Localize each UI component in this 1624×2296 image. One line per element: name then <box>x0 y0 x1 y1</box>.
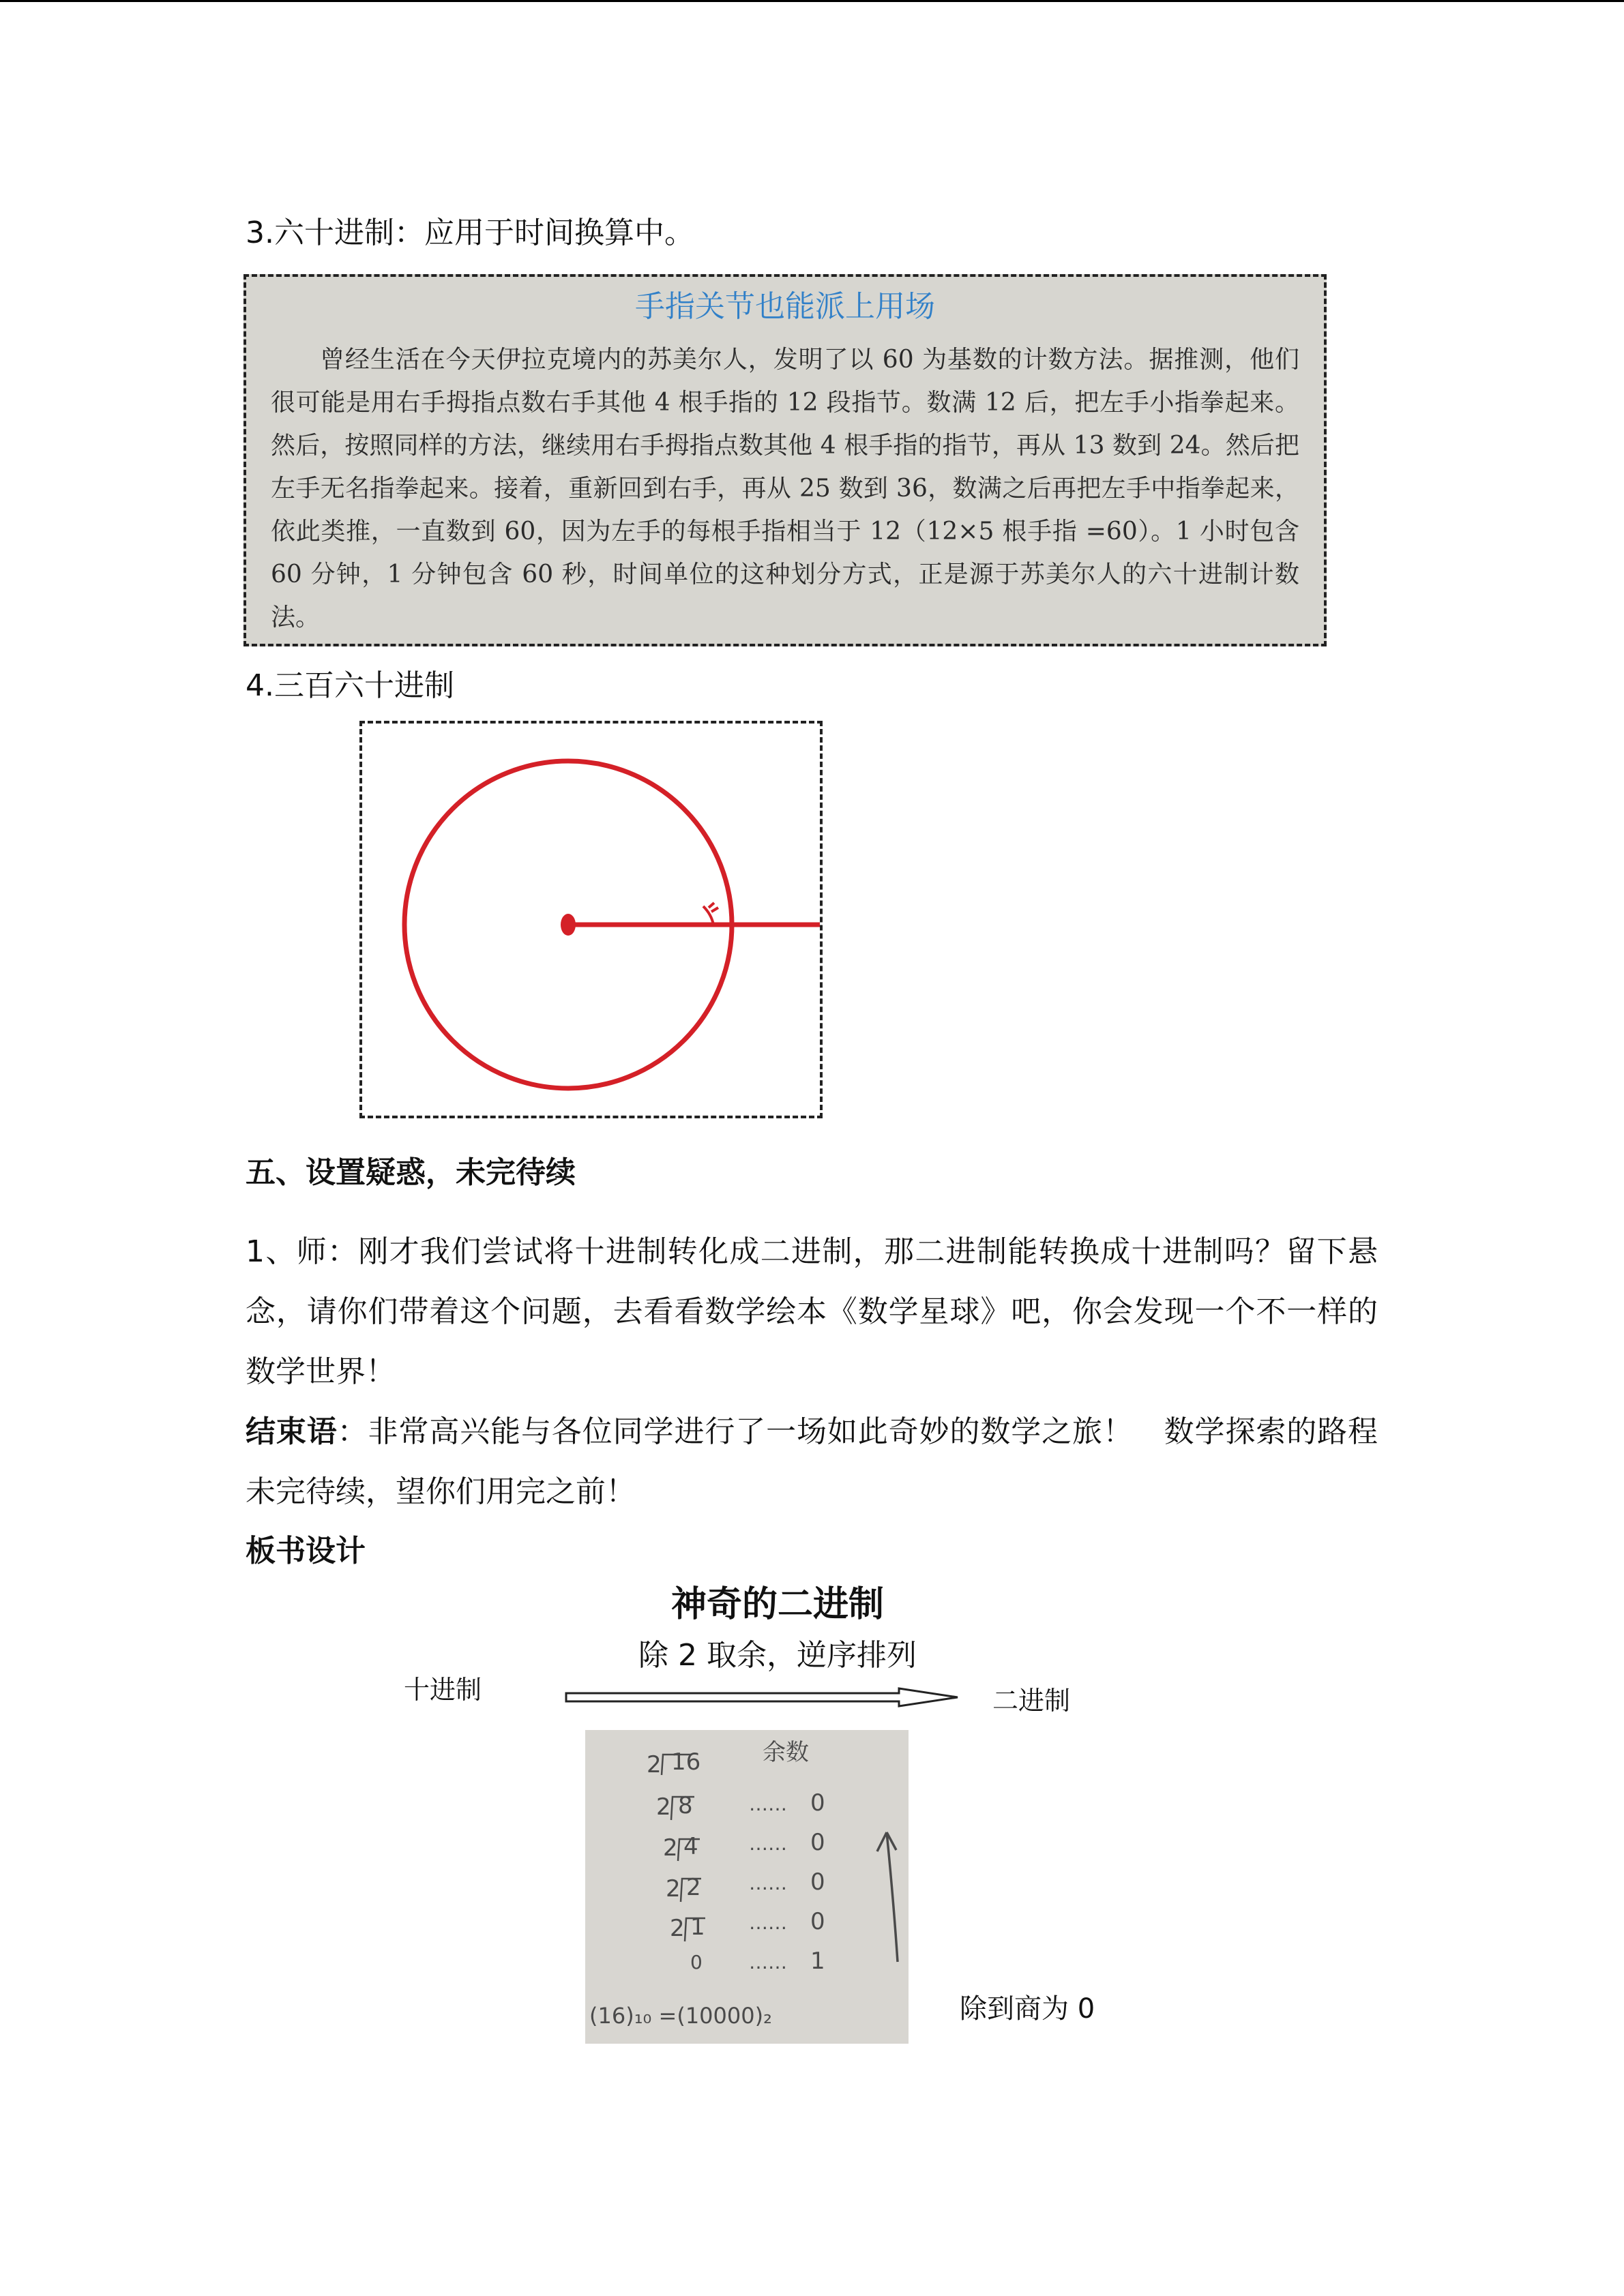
textbook-excerpt-photo <box>243 274 1327 646</box>
handwritten-result: (16)₁₀ =(10000)₂ <box>589 2003 772 2029</box>
divisor-1: 2 <box>647 1751 662 1778</box>
decimal-label: 十进制 <box>404 1675 482 1705</box>
circle-figure <box>359 721 823 1118</box>
quotient-3: 4 <box>683 1833 698 1860</box>
quotient-5: 1 <box>690 1913 705 1941</box>
divisor-3: 2 <box>663 1834 678 1862</box>
remainder-dots-1: …… <box>749 1793 787 1815</box>
board-note: 除到商为 0 <box>960 1993 1095 2025</box>
remainder-2: 0 <box>810 1829 825 1856</box>
remainder-dots-3: …… <box>749 1872 787 1894</box>
quotient-1: 16 <box>671 1748 701 1776</box>
remainder-header: 余数 <box>763 1739 809 1766</box>
remainder-5: 1 <box>810 1948 825 1975</box>
section4-heading: 4.三百六十进制 <box>246 668 454 703</box>
excerpt-title: 手指关节也能派上用场 <box>635 289 935 324</box>
handwritten-division-photo <box>585 1730 909 2044</box>
section3-heading: 3.六十进制：应用于时间换算中。 <box>246 215 694 250</box>
remainder-4: 0 <box>810 1908 825 1935</box>
section5-heading: 五、设置疑惑，未完待续 <box>246 1155 576 1190</box>
board-title: 神奇的二进制 <box>670 1584 884 1625</box>
remainder-dots-2: …… <box>749 1832 787 1855</box>
quotient-2: 8 <box>678 1792 693 1819</box>
handwritten-division-icon <box>585 1730 909 2044</box>
remainder-3: 0 <box>810 1868 825 1896</box>
remainder-1: 0 <box>810 1789 825 1817</box>
conversion-arrow-icon <box>565 1687 960 1708</box>
closing-paragraph <box>246 1402 1378 1522</box>
circle-angle-diagram-icon <box>362 724 820 1116</box>
divisor-4: 2 <box>666 1875 681 1903</box>
divisor-5: 2 <box>670 1915 685 1942</box>
angle-mark <box>703 903 718 925</box>
remainder-dots-4: …… <box>749 1911 787 1934</box>
quotient-final: 0 <box>690 1951 703 1973</box>
board-heading: 板书设计 <box>246 1534 366 1568</box>
teacher-paragraph: 1、师：刚才我们尝试将十进制转化成二进制，那二进制能转换成十进制吗？留下悬念，请你们带着这个问题，去看看数学绘本《数学星球》吧，你会发现一个不一样的数学世界！ <box>246 1234 1378 1389</box>
page-top-rule <box>0 0 1624 2</box>
quotient-4: 2 <box>686 1874 701 1901</box>
remainder-dots-5: …… <box>749 1951 787 1973</box>
divisor-2: 2 <box>656 1793 671 1821</box>
excerpt-body: 曾经生活在今天伊拉克境内的苏美尔人，发明了以 60 为基数的计数方法。据推测，他们很可能是用右手拇指点数右手其他 4 根手指的 12 段指节。数满 12 后，把左手小指拳起来。然后，按照同样的方法，继续用右手拇指点数其他 4 根手指的指节，再从 13 数到 24。然后把左手无名指拳起来。接着，重新回到右手，再从 25 数到 36，数满之后再把左手中指拳起来，依此类推，一直数到 60，因为左手的每根手指相当于 12（12×5 根手指 =60）。1 小时包含 60 分钟，1 分钟包含 60 秒，时间单位的这种划分方式，正是源于苏美尔人的六十进制计数法。 <box>271 346 1299 631</box>
closing-text: ：非常高兴能与各位同学进行了一场如此奇妙的数学之旅！ 数学探索的路程未完待续，望你们用完之前！ <box>246 1414 1378 1509</box>
center-point <box>561 914 576 936</box>
binary-label: 二进制 <box>992 1686 1071 1716</box>
board-method: 除 2 取余，逆序排列 <box>638 1638 917 1673</box>
closing-label: 结束语 <box>246 1414 338 1449</box>
reverse-order-arrow <box>877 1832 898 1962</box>
